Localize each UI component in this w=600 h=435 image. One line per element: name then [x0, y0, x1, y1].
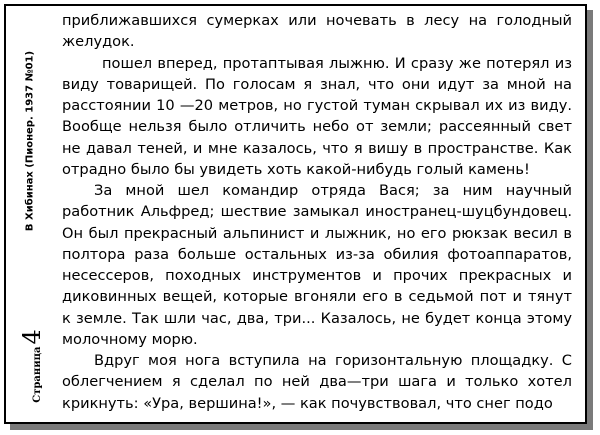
page-number-label	[18, 329, 46, 403]
paragraph: приближавшихся сумерках или ночевать в лесу на голодный желудок.	[62, 12, 572, 51]
page-number-value: 4	[18, 329, 46, 345]
paragraph: пошел вперед, протаптывая лыжню. И сразу же потерял из виду товарищей. По голосам я знал, что они идут за мной на расстоянии 10 —20 метров, но густой туман скрывал их из виду. Вообще нельзя было отличить небо от земли; рассеянный свет не давал теней, и мне казалось, что я вишу в пространстве. Как отрадно было бы увидеть хоть какой-нибудь голый камень!	[62, 54, 572, 178]
running-head-text: В Хибинах (Пионер. 1937 №01)	[24, 50, 36, 232]
page-margin	[6, 6, 54, 422]
page-word: Страница	[32, 346, 43, 403]
paragraph: За мной шел командир отряда Вася; за ним научный работник Альфред; шествие замыкал иностранец-шуцбундовец. Он был прекрасный альпинист и лыжник, но его рюкзак весил в полтора раза больше остальных из-за обилия фотоаппаратов, несессеров, походных инструментов и прочих прекрасных и диковинных вещей, которые вгоняли его в седьмой пот и тянут к земле. Так шли час, два, три... Казалось, не будет конца этому молочному морю.	[62, 182, 572, 348]
paragraph: Вдруг моя нога вступила на горизонтальную площадку. С облегчением я сделал по ней два—три шага и только хотел крикнуть: «Ура, вершина!», — как почувствовал, что снег подо	[62, 352, 572, 412]
body-text	[62, 10, 572, 414]
page	[4, 4, 587, 424]
